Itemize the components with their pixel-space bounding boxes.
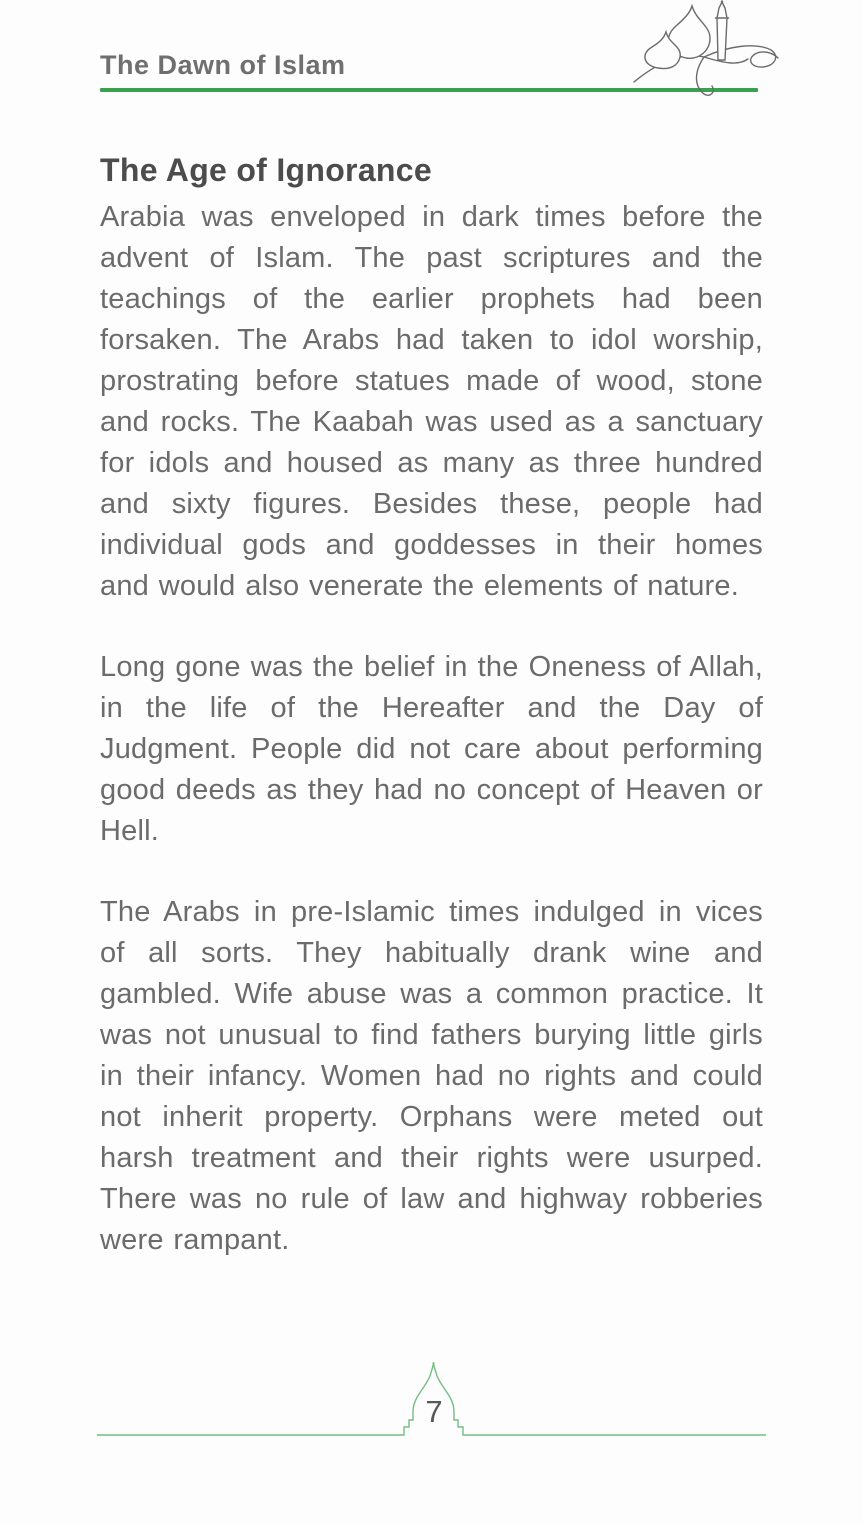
paragraph-2: Long gone was the belief in the Oneness of Allah, in the life of the Hereafter and the Day of Judgment. People did not care about performing good deeds as they had no concept of Heaven or Hell. [100, 651, 763, 847]
paragraph-3: The Arabs in pre-Islamic times indulged in vices of all sorts. They habitually drank wine and gambled. Wife abuse was a common practice. It was not unusual to find fathers burying little girls in their infancy. Women had no rights and could not inherit property. Orphans were meted out harsh treatment and their rights were usurped. There was no rule of law and highway robberies were rampant. [100, 896, 763, 1256]
page-footer [0, 1362, 863, 1452]
paragraph-1: Arabia was enveloped in dark times before the advent of Islam. The past scriptures and the teachings of the earlier prophets had been forsaken. The Arabs had taken to idol worship, prostrating before statues made of wood, stone and rocks. The Kaabah was used as a sanctuary for idols and housed as many as three hundred and sixty figures. Besides these, people had individual gods and goddesses in their homes and would also venerate the elements of nature. [100, 201, 763, 602]
page-content [0, 50, 863, 1261]
section-heading: The Age of Ignorance [100, 152, 432, 188]
page-number: 7 [425, 1394, 443, 1429]
running-header-title: The Dawn of Islam [100, 50, 346, 80]
mosque-calligraphy-icon [628, 0, 790, 102]
